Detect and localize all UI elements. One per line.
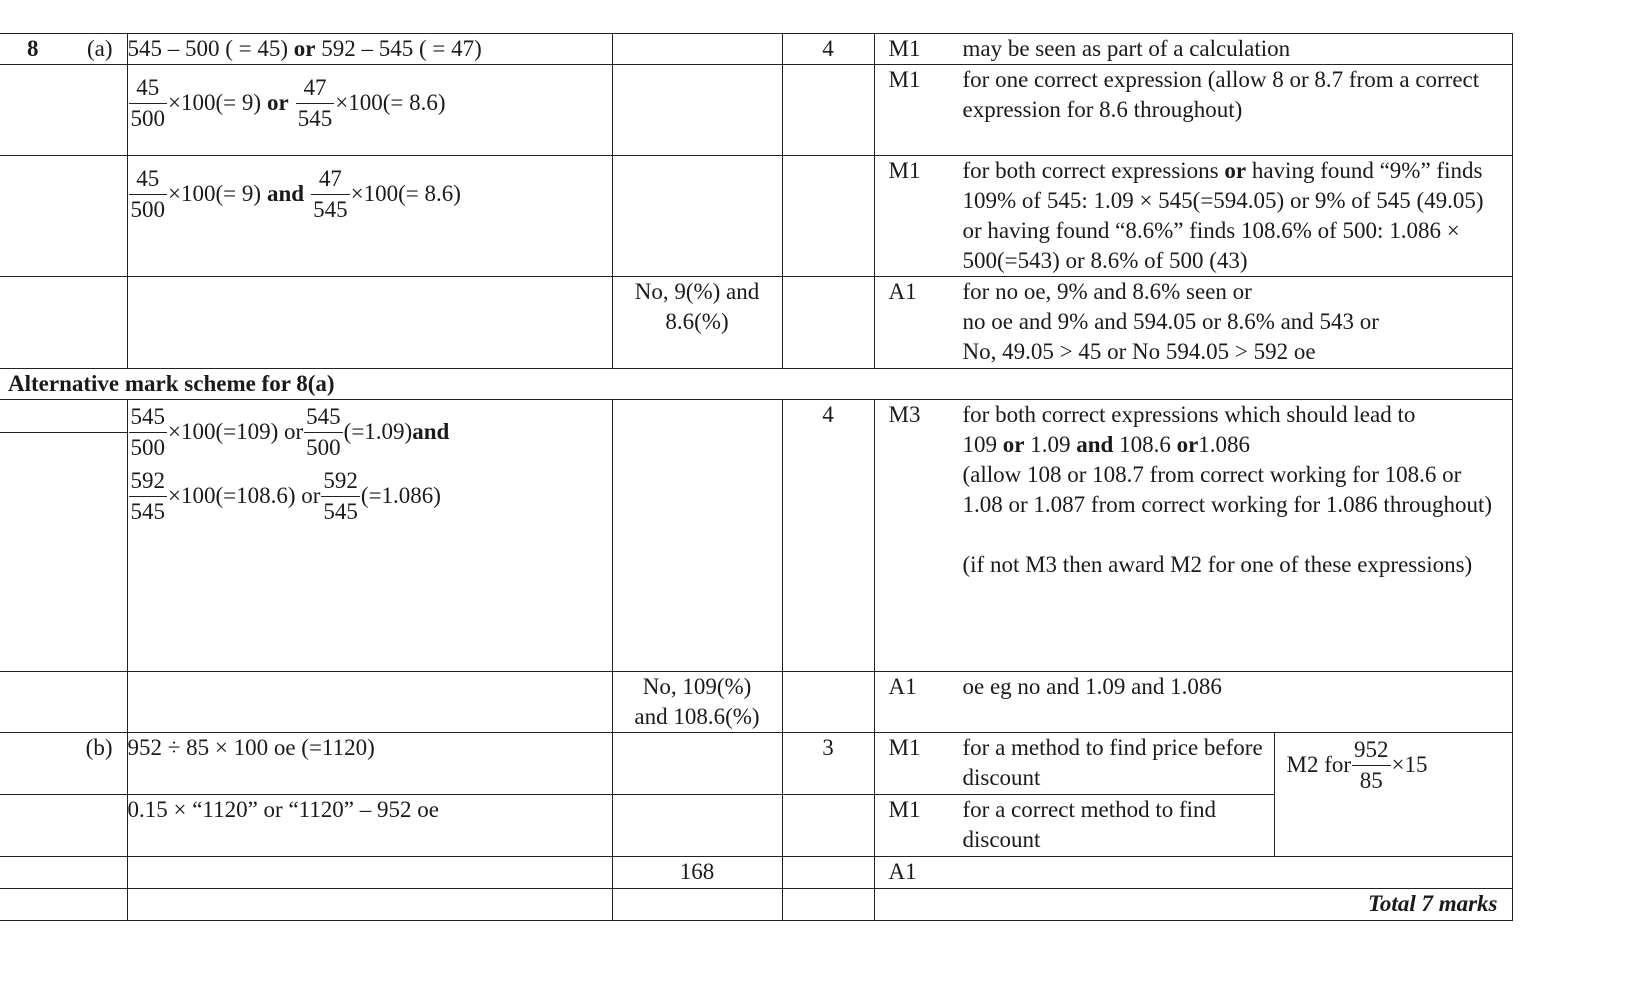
guidance-text: oe eg no and 1.09 and 1.086 — [962, 674, 1222, 699]
fraction: $\frac{545}{500}$ — [130, 403, 165, 460]
guidance-cell — [874, 672, 1512, 733]
question-part-cell — [0, 733, 127, 795]
guidance-text: for a method to find price before discount — [962, 735, 1263, 790]
guidance-text: for both correct expressions which should lead to 109 or 1.09 and 108.6 or1.086 (allow 108 or 108.7 from correct working for 108.6 or 1.08 or 1.087 from correct working for 1.086 throughout) (if not M3 then award M2 for one of these expressions) — [962, 402, 1493, 577]
fraction: 545 500 — [306, 403, 341, 460]
mark-code: M3 — [888, 402, 921, 427]
working-cell: $\frac{45}{500}$ ×100(= 9) or $\frac{47}{545}$ ×100(= 8.6) — [127, 65, 612, 156]
alt-row-1 — [0, 400, 1512, 672]
q8b-row-1 — [0, 733, 1512, 795]
fraction: $\frac{45}{500}$ — [130, 165, 165, 222]
fraction: $\frac{592}{545}$ — [130, 467, 165, 524]
fraction: $\frac{45}{500}$ — [130, 74, 165, 131]
answer-cell — [612, 672, 782, 733]
mark-code: A1 — [888, 674, 917, 699]
guidance-cell — [874, 65, 1512, 156]
working-a: 545 – 500 ( = 45) — [127, 36, 294, 61]
answer-cell — [612, 857, 782, 889]
mark-total: 4 — [822, 36, 834, 61]
working-or: or — [293, 36, 316, 61]
answer-line-1: No, 109(%) — [642, 674, 752, 699]
guidance-cell — [874, 857, 1512, 889]
guidance-text: for one correct expression (allow 8 or 8.7 from a correct expression for 8.6 throughout) — [962, 67, 1480, 122]
guidance-text: for a correct method to find discount — [962, 797, 1217, 852]
fraction: $\frac{47}{545}$ — [313, 165, 348, 222]
total-cell — [874, 889, 1512, 921]
mark-total: 3 — [822, 735, 834, 760]
guidance-cell — [874, 34, 1512, 65]
mark-code: M1 — [888, 67, 921, 92]
guidance-text: for no oe, 9% and 8.6% seen or no oe and 9% and 594.05 or 8.6% and 543 or No, 49.05 > 45 or No 594.05 > 592 oe — [962, 279, 1379, 364]
mark-cell — [782, 733, 874, 795]
divider-line — [0, 432, 127, 433]
answer-cell — [612, 277, 782, 369]
mark-code: M1 — [888, 36, 921, 61]
mark-total: 4 — [822, 402, 834, 427]
guidance-text: may be seen as part of a calculation — [962, 36, 1291, 61]
guidance-cell — [874, 400, 1512, 672]
guidance-text: for both correct expressions or having found “9%” finds 109% of 545: 1.09 × 545(=594.05) or 9% of 545 (49.05) or having found “8.6%” finds 108.6% of 500: 1.086 × 500(=543) or 8.6% of 500 (43) — [962, 158, 1484, 273]
alt-row-2 — [0, 672, 1512, 733]
question-part: (b) — [85, 735, 113, 760]
guidance-cell — [874, 156, 1512, 277]
alternative-heading-row — [0, 369, 1512, 400]
answer-line-2: and 108.6(%) — [634, 704, 760, 729]
alternative-heading: Alternative mark scheme for 8(a) — [8, 371, 335, 396]
fraction: 592 545 — [323, 467, 358, 524]
q8b-row-3 — [0, 857, 1512, 889]
working-cell: $\frac{545}{500}$ ×100(=109) or 545 500 (=1.09) and $\frac{592}{545}$ ×100(=108.6) or 592 545 (=1.086) — [127, 400, 612, 672]
q8a-row-2 — [0, 65, 1512, 156]
mark-cell — [782, 400, 874, 672]
guidance-cell — [874, 795, 1274, 857]
answer-line-2: 8.6(%) — [665, 309, 729, 334]
working-cell — [127, 34, 612, 65]
q8a-row-4 — [0, 277, 1512, 369]
mark-code: M1 — [888, 797, 921, 822]
mark-code: A1 — [888, 859, 917, 884]
mark-code: M1 — [888, 735, 921, 760]
working-b: 592 – 545 ( = 47) — [315, 36, 482, 61]
question-part: (a) — [86, 36, 113, 61]
mark-scheme-table — [0, 33, 1513, 921]
question-number: 8 — [27, 36, 39, 61]
alternative-m2-cell: M2 for $\frac{952}{85}$ ×15 — [1274, 733, 1512, 857]
working-cell: $\frac{45}{500}$ ×100(= 9) and $\frac{47}{545}$ ×100(= 8.6) — [127, 156, 612, 277]
fraction: $\frac{47}{545}$ — [297, 74, 333, 131]
q8a-row-1 — [0, 34, 1512, 65]
total-marks: Total 7 marks — [1367, 891, 1498, 916]
mark-code: A1 — [888, 279, 917, 304]
working-cell: 952 ÷ 85 × 100 oe (=1120) — [127, 733, 612, 795]
total-row — [0, 889, 1512, 921]
answer-line-1: No, 9(%) and — [634, 279, 760, 304]
m2-label: M2 for — [1286, 752, 1352, 777]
mark-cell — [782, 34, 874, 65]
fraction: $\frac{952}{85}$ — [1354, 736, 1389, 793]
mark-code: M1 — [888, 158, 921, 183]
final-answer: 168 — [679, 859, 715, 884]
answer-cell — [612, 34, 782, 65]
working-cell: 0.15 × “1120” or “1120” – 952 oe — [127, 795, 612, 857]
guidance-cell — [874, 277, 1512, 369]
q8a-row-3 — [0, 156, 1512, 277]
guidance-cell — [874, 733, 1274, 795]
question-number-cell — [0, 34, 127, 65]
